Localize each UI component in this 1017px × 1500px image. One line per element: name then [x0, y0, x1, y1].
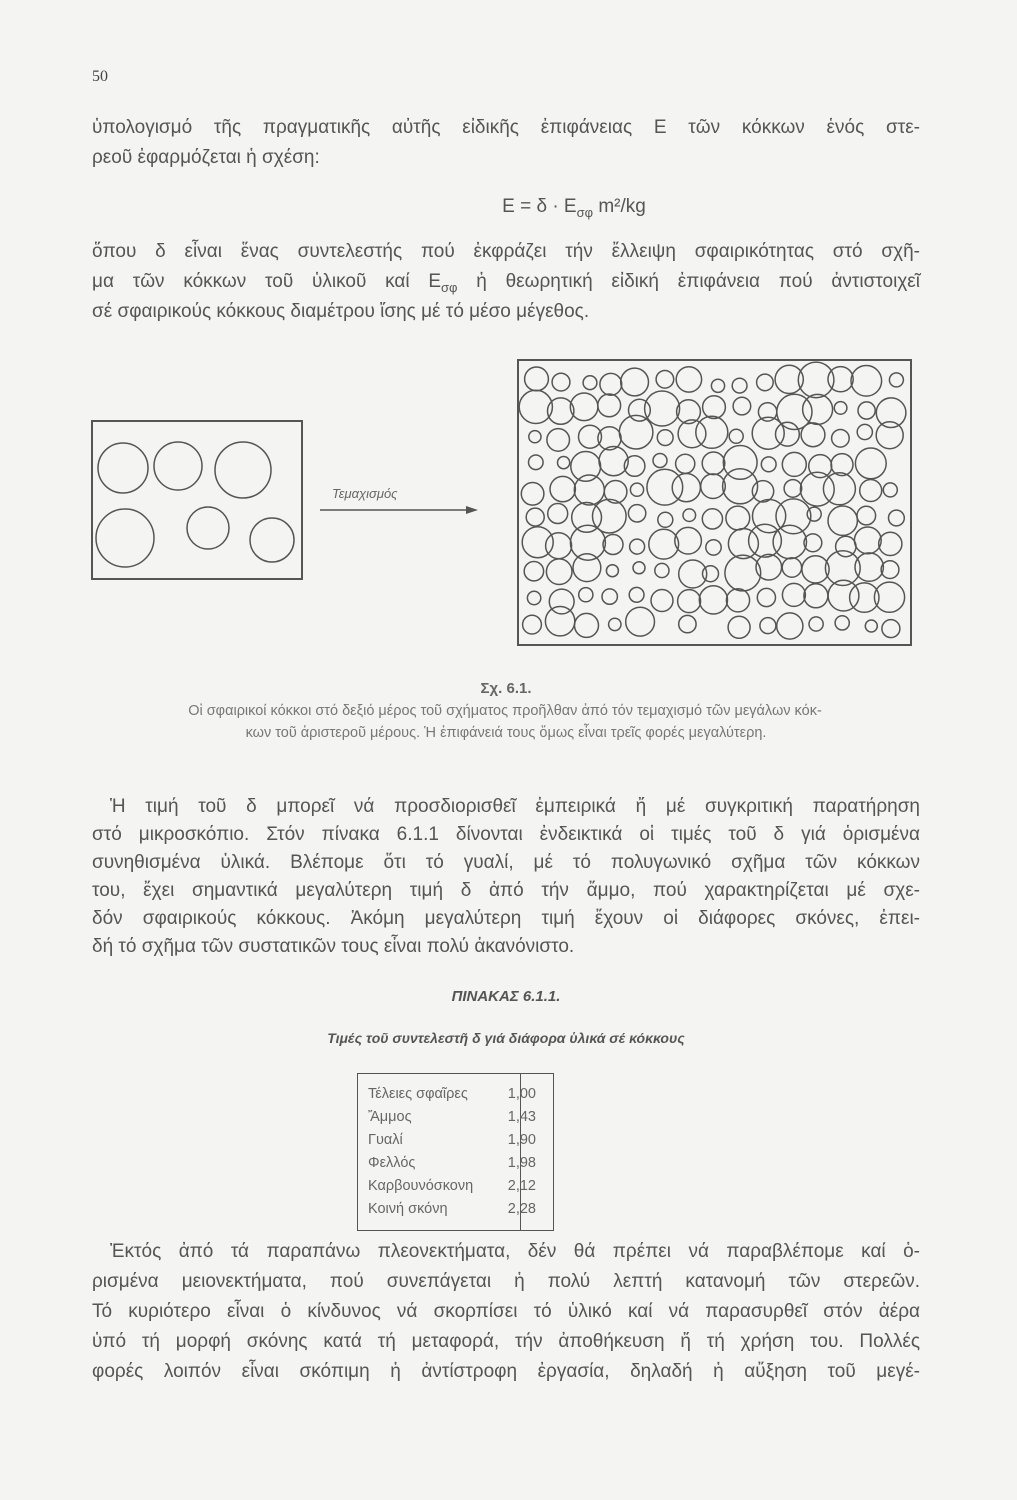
grain-circle — [545, 607, 574, 636]
equation-subscript: σφ — [576, 204, 594, 220]
grain-circle — [725, 555, 761, 591]
grain-circle — [630, 483, 643, 496]
grain-circle — [548, 504, 568, 524]
table-row — [368, 1178, 536, 1194]
grain-circle — [583, 376, 597, 390]
grain-circle — [773, 525, 806, 558]
grain-circle — [752, 417, 784, 449]
grain-circle — [752, 481, 773, 502]
grain-circle — [702, 509, 722, 529]
grain-circle — [599, 447, 628, 476]
grain-circle — [655, 563, 669, 577]
grain-circle — [728, 529, 758, 559]
grain-circle — [657, 430, 673, 446]
small-grains-box — [518, 360, 911, 645]
grain-circle — [777, 613, 803, 639]
body-text-line: ὅπου δ εἶναι ἕνας συντελεστής πού ἐκφράζει τήν ἔλλειψη σφαιρικότητας στό σχῆ- — [92, 241, 920, 262]
grain-circle — [757, 588, 775, 606]
grain-circle — [696, 416, 728, 448]
figure-6-1 — [0, 0, 1017, 700]
grain-circle — [579, 588, 593, 602]
delta-value: 2,12 — [507, 1178, 536, 1194]
grain-circle — [527, 591, 540, 604]
grain-circle — [653, 454, 667, 468]
grain-circle — [703, 396, 726, 419]
grain-circle — [851, 366, 882, 397]
grain-circle — [598, 394, 621, 417]
grain-circle — [523, 615, 542, 634]
grain-circle — [570, 393, 598, 421]
grain-circle — [732, 378, 747, 393]
grain-circle — [602, 589, 617, 604]
body-text-line: δόν σφαιρικούς κόκκους. Ἀκόμη μεγαλύτερη τιμή ἔχουν οἱ διάφορες σκόνες, ἐπει- — [92, 908, 920, 929]
grain-circle — [570, 525, 605, 560]
table-row — [368, 1201, 536, 1217]
text-segment: μα τῶν κόκκων τοῦ ὑλικοῦ καί E — [92, 271, 442, 292]
grain-circle — [529, 455, 544, 470]
grain-circle — [803, 394, 833, 424]
body-text-line: ρεοῦ ἐφαρμόζεται ἡ σχέση: — [92, 147, 320, 168]
material-name: Καρβουνόσκονη — [368, 1178, 474, 1194]
body-text-line: ὑπολογισμό τῆς πραγματικῆς αὐτῆς εἰδικῆς ἐπιφάνειας Ε τῶν κόκκων ἑνός στε- — [92, 117, 920, 138]
table-subtitle: Τιμές τοῦ συντελεστῆ δ γιά διάφορα ὑλικά σέ κόκκους — [327, 1030, 685, 1046]
grain-circle — [728, 616, 750, 638]
table-title: ΠΙΝΑΚΑΣ 6.1.1. — [451, 988, 561, 1005]
arrow-head-icon — [466, 506, 478, 514]
grain-circle — [521, 483, 544, 506]
grain-circle — [834, 402, 847, 415]
grain-circle — [96, 509, 154, 567]
material-name: Τέλειες σφαῖρες — [368, 1086, 468, 1102]
grain-circle — [678, 420, 706, 448]
body-text-line: σέ σφαιρικούς κόκκους διαμέτρου ἴσης μέ τό μέσο μέγεθος. — [92, 301, 590, 322]
grain-circle — [809, 455, 832, 478]
body-text-line: ρισμένα μειονεκτήματα, πού συνεπάγεται ἡ πολύ λεπτή κατανομή τῶν στερεῶν. — [92, 1271, 920, 1292]
grain-circle — [558, 457, 570, 469]
grain-circle — [876, 398, 906, 428]
grain-circle — [703, 566, 719, 582]
body-text-line: δή τό σχῆμα τῶν συστατικῶν τους εἶναι πολύ ἀκανόνιστο. — [92, 936, 575, 957]
large-grains-box — [92, 421, 302, 579]
delta-value: 1,00 — [507, 1086, 536, 1102]
grain-circle — [782, 452, 806, 476]
table-row — [368, 1109, 536, 1125]
grain-circle — [782, 558, 801, 577]
table-row — [368, 1132, 536, 1148]
body-text-line: Ἡ τιμή τοῦ δ μπορεῖ νά προσδιορισθεῖ ἐμπειρικά ἤ μέ συγκριτική παρατήρηση — [110, 796, 920, 817]
grain-circle — [546, 559, 572, 585]
grain-circle — [879, 532, 902, 555]
grain-circle — [526, 508, 544, 526]
grain-circle — [573, 554, 601, 582]
grain-circle — [723, 469, 758, 504]
grain-circle — [809, 617, 823, 631]
table-row — [368, 1086, 536, 1102]
body-text-line: στό μικροσκόπιο. Στόν πίνακα 6.1.1 δίνονται ἐνδεικτικά οἱ τιμές τοῦ δ γιά ὁρισμένα — [92, 824, 920, 845]
grain-circle — [801, 423, 825, 447]
material-name: Ἄμμος — [368, 1109, 412, 1125]
grain-circle — [630, 539, 645, 554]
grain-circle — [98, 443, 148, 493]
material-name: Γυαλί — [368, 1132, 403, 1148]
body-text-line: Ἐκτός ἀπό τά παραπάνω πλεονεκτήματα, δέν θά πρέπει νά παραβλέπομε καί ὁ- — [110, 1241, 920, 1262]
grain-circle — [757, 374, 774, 391]
grain-circle — [633, 562, 645, 574]
grain-circle — [857, 506, 876, 525]
delta-value: 1,98 — [507, 1155, 536, 1171]
subscript: σφ — [441, 279, 458, 295]
grain-circle — [550, 476, 575, 501]
coefficient-table — [357, 1073, 554, 1231]
grain-circle — [776, 422, 800, 446]
grain-circle — [860, 480, 882, 502]
grain-circle — [889, 373, 903, 387]
material-name: Κοινή σκόνη — [368, 1201, 448, 1217]
grain-circle — [882, 620, 900, 638]
grain-circle — [699, 586, 727, 614]
grain-circle — [658, 512, 673, 527]
grain-circle — [733, 397, 751, 415]
grain-circle — [676, 367, 701, 392]
grain-circle — [706, 540, 721, 555]
grain-circle — [832, 430, 850, 448]
grain-circle — [250, 518, 294, 562]
grain-circle — [784, 480, 802, 498]
grain-circle — [546, 533, 572, 559]
grain-circle — [606, 565, 618, 577]
grain-circle — [858, 402, 875, 419]
grain-circle — [621, 368, 649, 396]
delta-value: 1,43 — [507, 1109, 536, 1125]
grain-circle — [855, 448, 886, 479]
delta-value: 2,28 — [507, 1201, 536, 1217]
grain-circle — [679, 615, 696, 632]
grain-circle — [524, 562, 543, 581]
figure-caption-line: Οἱ σφαιρικοί κόκκοι στό δεξιό μέρος τοῦ σχήματος προῆλθαν ἀπό τόν τεμαχισμό τῶν μεγάλων κόκ- — [188, 703, 822, 719]
grain-circle — [726, 506, 750, 530]
grain-circle — [628, 505, 645, 522]
grain-circle — [676, 454, 695, 473]
grain-circle — [529, 431, 541, 443]
grain-circle — [775, 365, 803, 393]
grain-circle — [883, 483, 897, 497]
grain-circle — [807, 507, 821, 521]
grain-circle — [828, 506, 857, 535]
page-number: 50 — [92, 68, 108, 85]
grain-circle — [804, 584, 828, 608]
figure-title: Σχ. 6.1. — [480, 680, 532, 697]
grain-circle — [609, 618, 621, 630]
table-row — [368, 1155, 536, 1171]
grain-circle — [647, 469, 683, 505]
body-text-line: φορές λοιπόν εἶναι σκόπιμη ἡ ἀντίστροφη ἐργασία, δηλαδή ἡ αὔξηση τοῦ μεγέ- — [92, 1361, 920, 1382]
grain-circle — [575, 613, 599, 637]
grain-circle — [857, 424, 872, 439]
grain-circle — [649, 529, 679, 559]
grain-circle — [187, 507, 229, 549]
small-grains — [519, 362, 906, 639]
grain-circle — [889, 510, 905, 526]
grain-circle — [672, 474, 700, 502]
grain-circle — [865, 620, 877, 632]
equation-unit: m²/kg — [593, 196, 646, 217]
grain-circle — [552, 373, 570, 391]
figure-caption-line: κων τοῦ ἀριστεροῦ μέρους. Ἡ ἐπιφάνειά τους ὅμως εἶναι τρεῖς φορές μεγαλύτερη. — [245, 725, 767, 741]
grain-circle — [855, 553, 883, 581]
grain-circle — [835, 616, 849, 630]
grain-circle — [828, 367, 853, 392]
grain-circle — [854, 527, 881, 554]
grain-circle — [782, 583, 805, 606]
grain-circle — [711, 379, 724, 392]
arrow-label: Τεμαχισμός — [332, 486, 398, 501]
delta-value: 1,90 — [507, 1132, 536, 1148]
grain-circle — [678, 590, 701, 613]
grain-circle — [702, 452, 725, 475]
grain-circle — [574, 475, 604, 505]
grain-circle — [729, 429, 743, 443]
grain-circle — [154, 442, 202, 490]
body-text-line: Τό κυριότερο εἶναι ὁ κίνδυνος νά σκορπίσει τό ὑλικό καί νά παρασυρθεῖ στόν ἀέρα — [92, 1301, 920, 1322]
grain-circle — [760, 618, 776, 634]
text-segment: ἡ θεωρητική εἰδική ἐπιφάνεια πού ἀντιστοιχεῖ — [457, 271, 920, 292]
grain-circle — [651, 590, 673, 612]
material-name: Φελλός — [368, 1155, 416, 1171]
equation-lhs: E = δ · E — [502, 196, 577, 217]
grain-circle — [726, 589, 749, 612]
grain-circle — [683, 509, 696, 522]
grain-circle — [629, 587, 644, 602]
grain-circle — [876, 422, 903, 449]
body-text-line: ὑπό τή μορφή σκόνης κατά τή μεταφορά, τήν ἀποθήκευση ἤ τή χρήση του. Πολλές — [92, 1331, 920, 1352]
grain-circle — [525, 367, 549, 391]
grain-circle — [701, 474, 726, 499]
grain-circle — [656, 371, 674, 389]
grain-circle — [215, 442, 271, 498]
body-text-line: συνηθισμένα ὑλικά. Βλέπομε ὅτι τό γυαλί, μέ τό πολυγωνικό σχῆμα τῶν κόκκων — [92, 852, 920, 873]
large-grains — [96, 442, 294, 567]
grain-circle — [600, 373, 622, 395]
body-text-line: του, ἔχει σημαντικά μεγαλύτερη τιμή δ ἀπό τήν ἄμμο, πού χαρακτηρίζεται μέ σχε- — [92, 880, 920, 901]
grain-circle — [761, 457, 776, 472]
grain-circle — [547, 429, 570, 452]
grain-circle — [823, 473, 855, 505]
grain-circle — [626, 607, 655, 636]
